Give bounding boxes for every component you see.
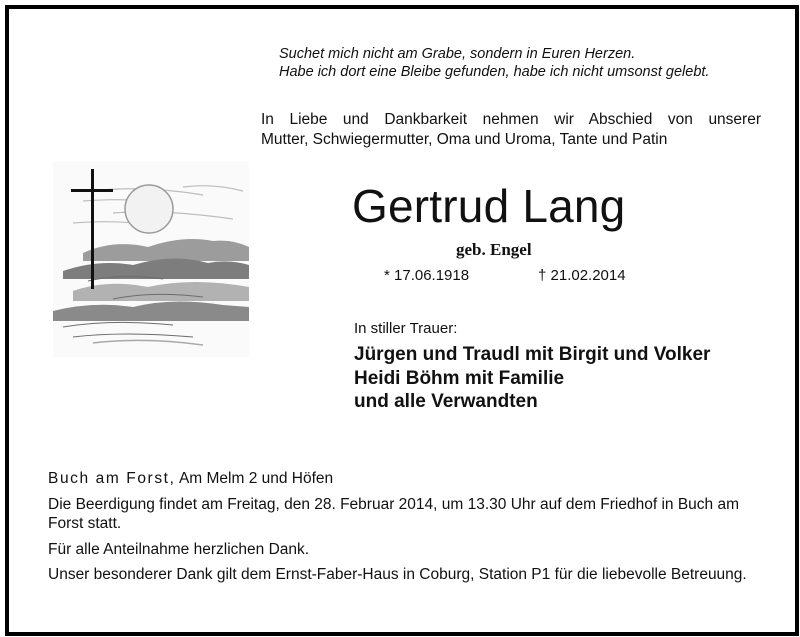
- mourner-line: und alle Verwandten: [354, 391, 538, 412]
- address: Am Melm 2 und Höfen: [175, 470, 334, 487]
- memorial-quote: [279, 45, 779, 81]
- birth-date: * 17.06.1918: [384, 267, 470, 284]
- address-line: [48, 469, 768, 489]
- quote-line-1: Suchet mich nicht am Grabe, sondern in Euren Herzen.: [279, 46, 636, 62]
- deceased-name: Gertrud Lang: [352, 180, 626, 232]
- cross-and-landscape-icon: [53, 161, 249, 357]
- mourner-line: Jürgen und Traudl mit Birgit und Volker: [354, 344, 711, 365]
- obituary-notice: [5, 5, 799, 636]
- intro-line-2: Mutter, Schwiegermutter, Oma und Uroma, Tante und Patin: [261, 131, 668, 148]
- mourners-list: [354, 343, 710, 414]
- funeral-details: [48, 469, 768, 591]
- quote-line-2: Habe ich dort eine Bleibe gefunden, habe ich nicht umsonst gelebt.: [279, 64, 710, 80]
- mourners-label: In stiller Trauer:: [354, 320, 458, 337]
- life-dates: [384, 267, 626, 284]
- intro-line-1: In Liebe und Dankbarkeit nehmen wir Abschied von unserer: [261, 111, 761, 128]
- death-date: † 21.02.2014: [538, 267, 626, 284]
- funeral-info: Die Beerdigung findet am Freitag, den 28. Februar 2014, um 13.30 Uhr auf dem Friedhof in Buch am Forst statt.: [48, 495, 739, 532]
- mourner-line: Heidi Böhm mit Familie: [354, 367, 565, 389]
- thanks-text: Für alle Anteilnahme herzlichen Dank.: [48, 540, 310, 558]
- maiden-name: geb. Engel: [456, 240, 532, 259]
- intro-text: [261, 110, 761, 150]
- place-name: Buch am Forst,: [48, 470, 176, 487]
- special-thanks-text: Unser besonderer Dank gilt dem Ernst-Faber-Haus in Coburg, Station P1 für die liebevolle Betreuung.: [48, 566, 747, 583]
